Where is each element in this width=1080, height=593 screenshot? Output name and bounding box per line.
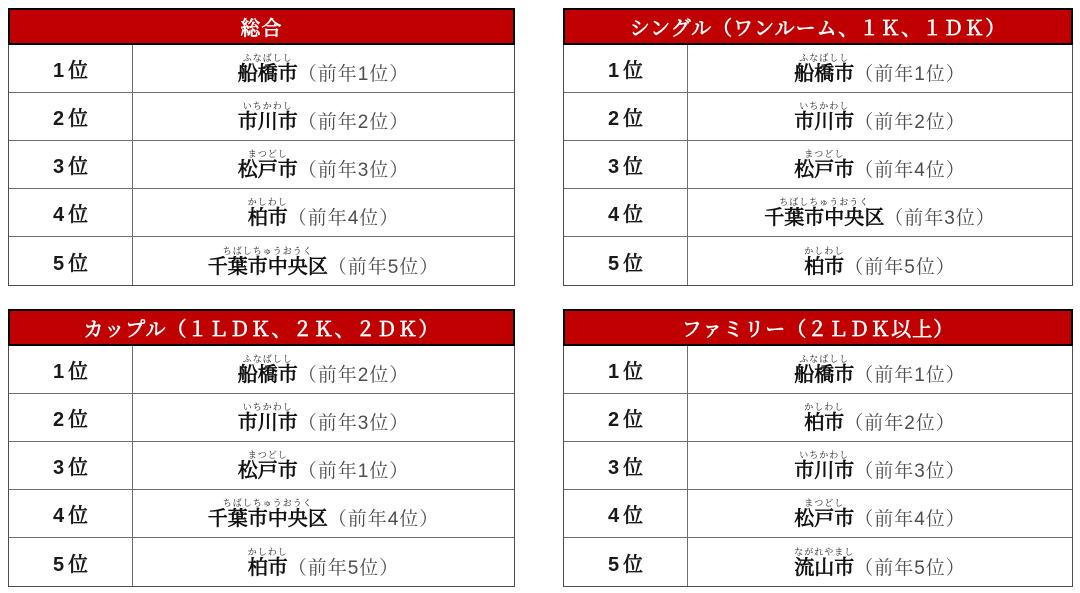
city-name	[794, 498, 855, 530]
city-name	[804, 402, 845, 434]
city-cell	[133, 346, 514, 393]
city-cell	[688, 237, 1072, 285]
city-name-text: 柏市	[247, 207, 288, 229]
furigana: ふなばしし	[237, 354, 298, 364]
city-name	[237, 149, 298, 181]
table-body	[8, 45, 515, 286]
furigana: いちかわし	[794, 450, 855, 460]
city-name-text: 船橋市	[237, 364, 298, 386]
table-body	[563, 346, 1073, 587]
city-cell	[688, 490, 1072, 537]
previous-year-rank: （前年5位）	[844, 256, 956, 278]
city-cell	[688, 346, 1072, 393]
ranking-table-family	[563, 309, 1073, 587]
furigana: かしわし	[247, 546, 288, 557]
rank-label: 3位	[564, 442, 688, 489]
previous-year-rank: （前年3位）	[854, 461, 966, 482]
city-name-text: 市川市	[237, 412, 298, 434]
city-name-text: 船橋市	[794, 63, 855, 85]
table-row	[564, 93, 1072, 141]
furigana: ちばしちゅうおうく	[207, 498, 328, 508]
table-row	[9, 538, 514, 586]
city-name-text: 市川市	[237, 111, 298, 133]
table-title: カップル（１ＬＤＫ、２Ｋ、２ＤＫ）	[8, 309, 515, 346]
furigana: まつどし	[237, 450, 298, 460]
rank-label: 5位	[9, 538, 133, 586]
city-name	[237, 450, 298, 482]
city-cell	[133, 490, 514, 537]
city-name	[237, 53, 298, 85]
table-row	[9, 141, 514, 189]
city-cell	[688, 538, 1072, 586]
furigana: まつどし	[794, 498, 855, 508]
table-row	[9, 93, 514, 141]
rank-label: 1位	[564, 346, 688, 393]
city-cell	[133, 45, 514, 92]
table-row	[564, 237, 1072, 285]
table-row	[9, 394, 514, 442]
rank-label: 4位	[564, 189, 688, 236]
furigana: ながれやまし	[794, 546, 855, 557]
city-cell	[688, 93, 1072, 140]
previous-year-rank: （前年2位）	[844, 413, 956, 434]
furigana: いちかわし	[237, 402, 298, 412]
table-body	[563, 45, 1073, 286]
previous-year-rank: （前年2位）	[297, 365, 410, 386]
furigana: いちかわし	[237, 101, 298, 111]
city-name-text: 松戸市	[794, 159, 855, 181]
previous-year-rank: （前年5位）	[327, 256, 440, 278]
previous-year-rank: （前年5位）	[287, 557, 400, 579]
city-name	[794, 101, 855, 133]
rank-label: 4位	[9, 189, 133, 236]
city-name-text: 松戸市	[237, 159, 298, 181]
rank-label: 3位	[9, 442, 133, 489]
city-name-text: 船橋市	[237, 63, 298, 85]
city-name-text: 柏市	[247, 556, 288, 579]
furigana: ちばしちゅうおうく	[764, 197, 885, 207]
rank-label: 5位	[564, 237, 688, 285]
rank-label: 3位	[9, 141, 133, 188]
previous-year-rank: （前年3位）	[297, 160, 410, 181]
table-row	[9, 442, 514, 490]
previous-year-rank: （前年3位）	[297, 413, 410, 434]
city-name-text: 柏市	[804, 412, 845, 434]
table-row	[564, 490, 1072, 538]
city-name-text: 市川市	[794, 460, 855, 482]
city-name-text: 船橋市	[794, 364, 855, 386]
furigana: かしわし	[247, 197, 288, 207]
ranking-table-overall	[8, 8, 515, 286]
city-name	[247, 197, 288, 229]
city-cell	[133, 394, 514, 441]
city-name	[794, 546, 855, 579]
city-name-text: 千葉市中央区	[764, 207, 885, 229]
table-row	[564, 189, 1072, 237]
rank-label: 5位	[564, 538, 688, 586]
city-cell	[133, 442, 514, 489]
rank-label: 1位	[9, 45, 133, 92]
previous-year-rank: （前年2位）	[297, 112, 410, 133]
city-cell	[688, 442, 1072, 489]
city-name	[794, 354, 855, 386]
table-row	[9, 189, 514, 237]
table-row	[564, 538, 1072, 586]
city-cell	[688, 394, 1072, 441]
city-name	[237, 101, 298, 133]
furigana: いちかわし	[794, 101, 855, 111]
city-name	[794, 450, 855, 482]
rank-label: 3位	[564, 141, 688, 188]
previous-year-rank: （前年1位）	[297, 461, 410, 482]
city-name-text: 柏市	[804, 255, 845, 278]
table-row	[9, 346, 514, 394]
city-name-text: 松戸市	[794, 508, 855, 530]
table-row	[564, 442, 1072, 490]
city-name-text: 松戸市	[237, 460, 298, 482]
rank-label: 2位	[9, 93, 133, 140]
furigana: ふなばしし	[794, 53, 855, 63]
table-title: ファミリー（２ＬＤＫ以上）	[563, 309, 1073, 346]
rank-label: 1位	[9, 346, 133, 393]
city-cell	[133, 237, 514, 285]
city-name-text: 千葉市中央区	[207, 508, 328, 530]
furigana: ふなばしし	[237, 53, 298, 63]
previous-year-rank: （前年3位）	[884, 208, 996, 229]
previous-year-rank: （前年2位）	[854, 112, 966, 133]
rank-label: 2位	[9, 394, 133, 441]
furigana: ちばしちゅうおうく	[207, 245, 328, 256]
city-name	[207, 498, 328, 530]
city-name-text: 流山市	[794, 556, 855, 579]
city-name	[247, 546, 288, 579]
city-name-text: 千葉市中央区	[207, 255, 328, 278]
rank-label: 2位	[564, 93, 688, 140]
previous-year-rank: （前年1位）	[297, 64, 410, 85]
rank-label: 4位	[9, 490, 133, 537]
table-row	[564, 346, 1072, 394]
city-name	[794, 149, 855, 181]
city-cell	[133, 538, 514, 586]
furigana: まつどし	[794, 149, 855, 159]
city-cell	[133, 141, 514, 188]
previous-year-rank: （前年4位）	[854, 509, 966, 530]
city-cell	[133, 189, 514, 236]
previous-year-rank: （前年4位）	[327, 509, 440, 530]
city-name-text: 市川市	[794, 111, 855, 133]
previous-year-rank: （前年5位）	[854, 557, 966, 579]
city-name	[207, 245, 328, 278]
city-name	[237, 402, 298, 434]
city-name	[237, 354, 298, 386]
rank-label: 2位	[564, 394, 688, 441]
table-title: シングル（ワンルーム、１Ｋ、１ＤＫ）	[563, 8, 1073, 45]
previous-year-rank: （前年1位）	[854, 365, 966, 386]
furigana: ふなばしし	[794, 354, 855, 364]
city-cell	[688, 45, 1072, 92]
table-row	[9, 237, 514, 285]
ranking-table-couple	[8, 309, 515, 587]
previous-year-rank: （前年4位）	[854, 160, 966, 181]
table-row	[9, 490, 514, 538]
city-name	[804, 245, 845, 278]
table-row	[564, 394, 1072, 442]
rank-label: 1位	[564, 45, 688, 92]
rank-label: 5位	[9, 237, 133, 285]
city-cell	[688, 189, 1072, 236]
city-name	[794, 53, 855, 85]
previous-year-rank: （前年4位）	[287, 208, 400, 229]
table-row	[564, 141, 1072, 189]
furigana: かしわし	[804, 402, 845, 412]
city-name	[764, 197, 885, 229]
city-cell	[688, 141, 1072, 188]
ranking-table-single	[563, 8, 1073, 286]
table-body	[8, 346, 515, 587]
furigana: かしわし	[804, 245, 845, 256]
previous-year-rank: （前年1位）	[854, 64, 966, 85]
table-title: 総合	[8, 8, 515, 45]
city-cell	[133, 93, 514, 140]
rank-label: 4位	[564, 490, 688, 537]
furigana: まつどし	[237, 149, 298, 159]
table-row	[9, 45, 514, 93]
table-row	[564, 45, 1072, 93]
